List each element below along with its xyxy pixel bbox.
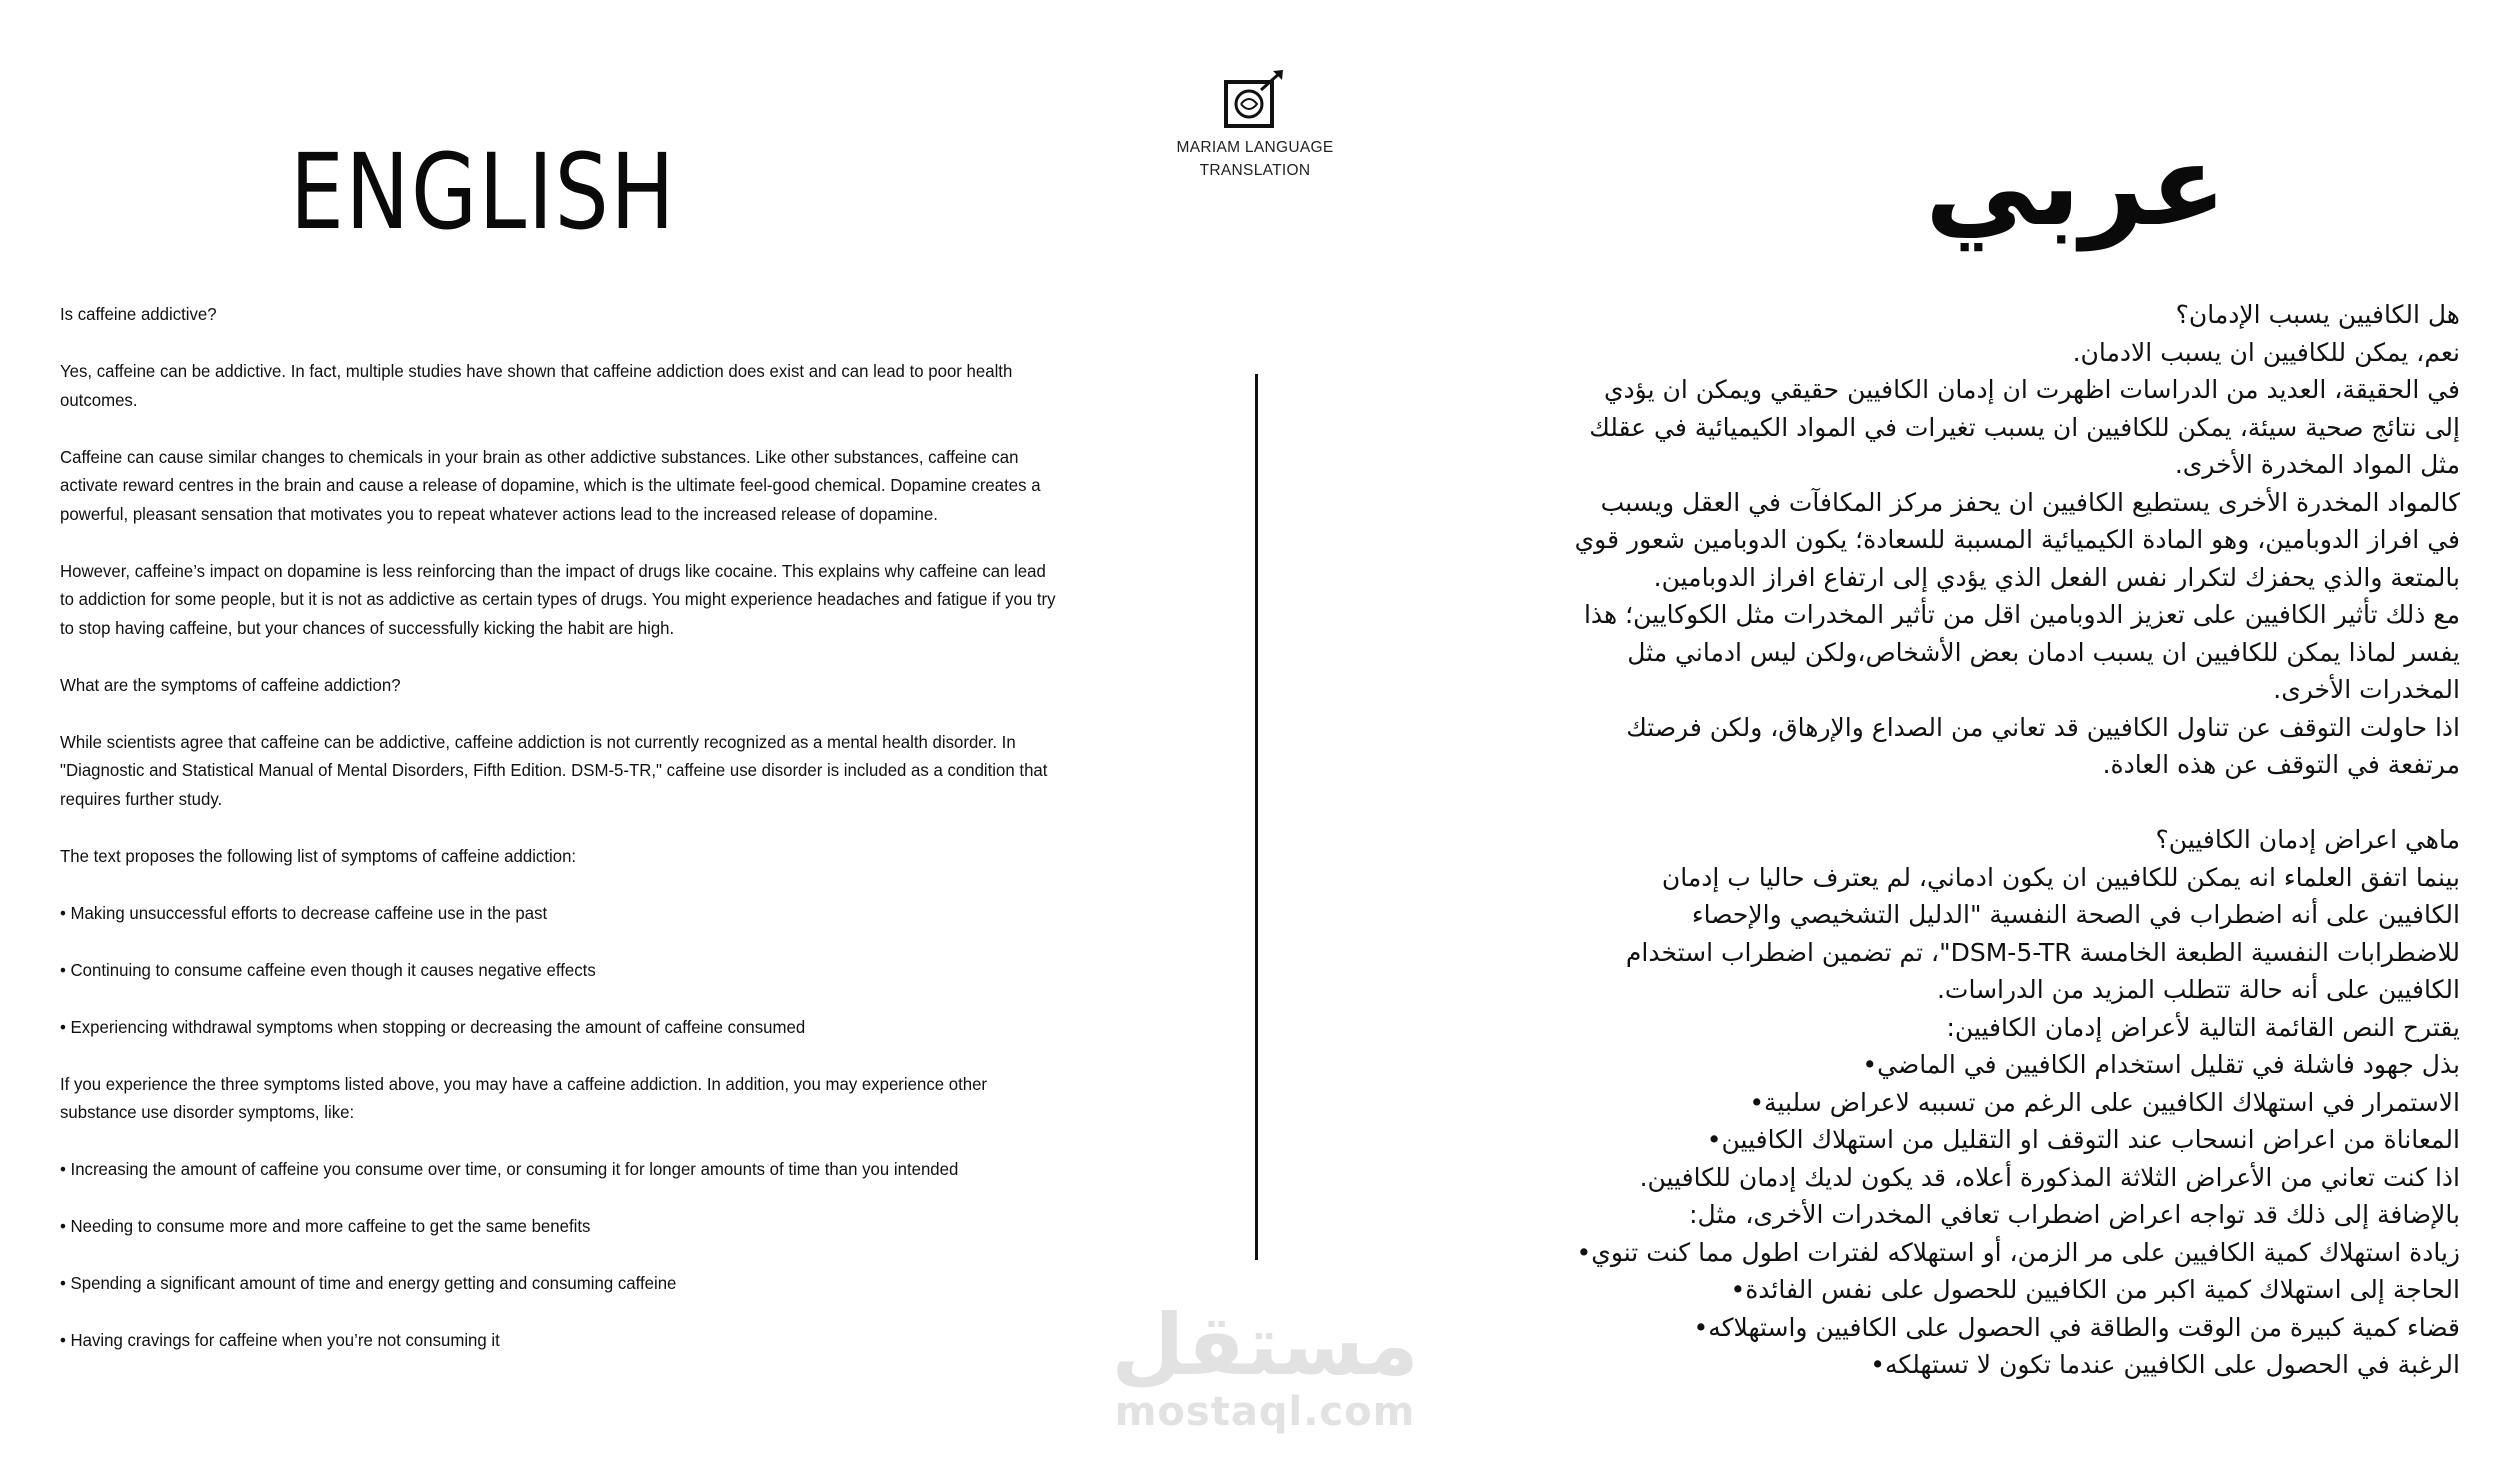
logo [1175,68,1335,182]
arabic-text-column [1440,296,2460,1384]
ar-line: يفسر لماذا يمكن للكافيين ان يسبب ادمان بعض الأشخاص،ولكن ليس ادماني مثل [1627,637,2460,667]
ar-line: هل الكافيين يسبب الإدمان؟ [2175,300,2460,329]
ar-line: المخدرات الأخرى. [2273,675,2460,704]
watermark-latin: mostaql.com [1114,1389,1416,1435]
en-bullet: • Needing to consume more and more caffeine to get the same benefits [60,1216,591,1236]
en-bullet: • Spending a significant amount of time and energy getting and consuming caffeine [60,1273,677,1293]
ar-line: زيادة استهلاك كمية الكافيين على مر الزمن، أو استهلاكه لفترات اطول مما كنت تنوي• [1576,1237,2460,1267]
ar-line: بينما اتفق العلماء انه يمكن للكافيين ان يكون ادماني، لم يعترف حاليا ب إدمان [1661,862,2460,892]
en-bullet: • Continuing to consume caffeine even though it causes negative effects [60,959,596,980]
en-paragraph: Yes, caffeine can be addictive. In fact, multiple studies have shown that caffeine addiction does exist and can lead to poor health outcomes. [60,361,1013,410]
english-text-column [60,300,1058,1383]
arabic-title: عربي [1925,121,2227,251]
ar-blank-line [1440,784,2460,822]
en-bullet: • Making unsuccessful efforts to decrease caffeine use in the past [60,902,548,923]
en-paragraph: However, caffeine’s impact on dopamine is less reinforcing than the impact of drugs like cocaine. This explains why caffeine can lead to addiction for some people, but it is not as addictive as certain types of drugs. You might experience headaches and fatigue if you try to stop having caffeine, but your chances of successfully kicking the habit are high. [60,560,1056,638]
en-paragraph: If you experience the three symptoms listed above, you may have a caffeine addiction. In addition, you may experience other substance use disorder symptoms, like: [60,1073,988,1122]
ar-line: مرتفعة في التوقف عن هذه العادة. [2102,750,2460,779]
logo-line-1: MARIAM LANGUAGE [1176,139,1334,156]
logo-line-2: TRANSLATION [1199,162,1311,179]
english-title: ENGLISH [290,131,677,253]
ar-line: الرغبة في الحصول على الكافيين عندما تكون لا تستهلكه• [1870,1350,2460,1379]
en-paragraph: Is caffeine addictive? [60,304,217,324]
ar-line: كالمواد المخدرة الأخرى يستطيع الكافيين ان يحفز مركز المكافآت في العقل ويسبب [1600,487,2460,517]
ar-line: يقترح النص القائمة التالية لأعراض إدمان الكافيين: [1946,1012,2460,1042]
ar-line: للاضطرابات النفسية الطبعة الخامسة DSM-5-TR"، تم تضمين اضطراب استخدام [1625,937,2460,967]
ar-line: مثل المواد المخدرة الأخرى. [2174,450,2460,479]
en-heading: What are the symptoms of caffeine addiction? [60,674,401,695]
ar-line: نعم، يمكن للكافيين ان يسبب الادمان. [2072,337,2460,367]
ar-line: الاستمرار في استهلاك الكافيين على الرغم من تسببه لاعراض سلبية• [1749,1087,2460,1117]
column-divider [1255,374,1258,1260]
ar-line: اذا حاولت التوقف عن تناول الكافيين قد تعاني من الصداع والإرهاق، ولكن فرصتك [1626,712,2460,742]
en-paragraph: While scientists agree that caffeine can be addictive, caffeine addiction is not currently recognized as a mental health disorder. In "Diagnostic and Statistical Manual of Mental Disorders, Fifth Edition. DSM-5-TR," caffeine use disorder is included as a condition that requires further study. [60,731,1048,809]
en-bullet: • Increasing the amount of caffeine you consume over time, or consuming it for longer amounts of time than you intended [60,1159,959,1179]
ar-line: قضاء كمية كبيرة من الوقت والطاقة في الحصول على الكافيين واستهلاكه• [1693,1312,2460,1342]
mostaql-watermark [1100,1296,1430,1435]
ar-line: في افراز الدوبامين، وهو المادة الكيميائية المسببة للسعادة؛ يكون الدوبامين شعور قوي [1574,525,2460,554]
mariam-translation-logo-icon [1223,68,1287,130]
ar-line: بالمتعة والذي يحفزك لتكرار نفس الفعل الذي يؤدي إلى ارتفاع افراز الدوبامين. [1653,562,2460,592]
en-bullet: • Having cravings for caffeine when you’re not consuming it [60,1330,500,1350]
ar-line: مع ذلك تأثير الكافيين على تعزيز الدوبامين اقل من تأثير المخدرات مثل الكوكايين؛ هذا [1583,600,2460,629]
ar-line: بالإضافة إلى ذلك قد تواجه اعراض اضطراب تعافي المخدرات الأخرى، مثل: [1689,1200,2460,1229]
en-paragraph: Caffeine can cause similar changes to chemicals in your brain as other addictive substances. Like other substances, caffeine can activate reward centres in the brain and cause a release of dopamine, which is the ultimate feel-good chemical. Dopamine creates a powerful, pleasant sensation that motivates you to repeat whatever actions lead to the increased release of dopamine. [60,446,1041,524]
ar-line: في الحقيقة، العديد من الدراسات اظهرت ان إدمان الكافيين حقيقي ويمكن ان يؤدي [1603,375,2460,404]
ar-line: اذا كنت تعاني من الأعراض الثلاثة المذكورة أعلاه، قد يكون لديك إدمان للكافيين. [1639,1162,2460,1192]
ar-line: الكافيين على أنه اضطراب في الصحة النفسية "الدليل التشخيصي والإحصاء [1691,900,2460,929]
ar-line: الحاجة إلى استهلاك كمية اكبر من الكافيين للحصول على نفس الفائدة• [1730,1275,2460,1304]
ar-line: بذل جهود فاشلة في تقليل استخدام الكافيين في الماضي• [1862,1050,2460,1079]
en-paragraph: The text proposes the following list of symptoms of caffeine addiction: [60,845,577,866]
en-bullet: • Experiencing withdrawal symptoms when stopping or decreasing the amount of caffeine consumed [60,1016,806,1037]
ar-line: ماهي اعراض إدمان الكافيين؟ [2155,825,2460,854]
watermark-arabic: مستقل [1111,1296,1419,1394]
ar-line: الكافيين على أنه حالة تتطلب المزيد من الدراسات. [1936,975,2460,1004]
ar-line: إلى نتائج صحية سيئة، يمكن للكافيين ان يسبب تغيرات في المواد الكيميائية في عقلك [1589,412,2460,442]
ar-line: المعاناة من اعراض انسحاب عند التوقف او التقليل من استهلاك الكافيين• [1706,1125,2460,1154]
